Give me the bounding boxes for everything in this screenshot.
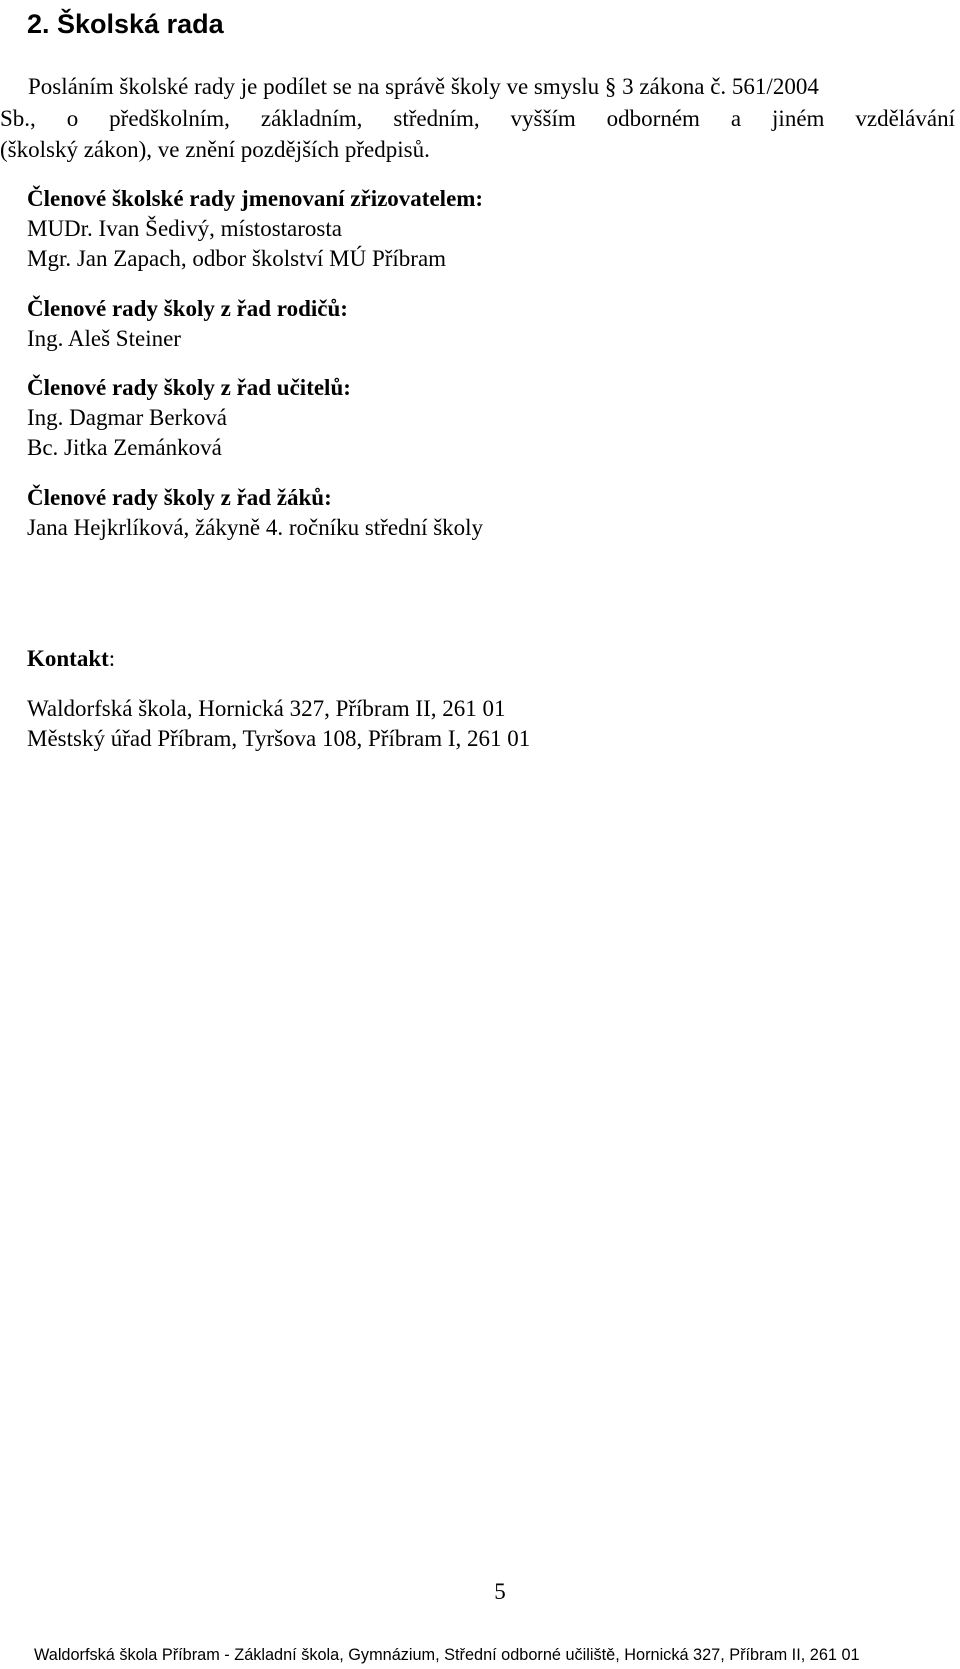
page-number: 5 [494,1579,506,1604]
founder-members-title: Členové školské rady jmenovaní zřizovatelem: [27,186,484,211]
parents-members-title: Členové rady školy z řad rodičů: [27,296,348,321]
founder-member: Mgr. Jan Zapach, odbor školství MÚ Příbram [27,246,447,271]
contact-heading [27,643,115,674]
parents-member: Ing. Aleš Steiner [27,326,181,351]
teachers-member: Bc. Jitka Zemánková [27,435,222,460]
teachers-member: Ing. Dagmar Berková [27,405,227,430]
intro-paragraph [0,71,955,166]
intro-line-1: Posláním školské rady je podílet se na správě školy ve smyslu § 3 zákona č. 561/2004 [28,74,819,99]
intro-line-2: Sb., o předškolním, základním, středním, vyšším odborném a jiném vzdělávání [0,105,955,131]
students-member: Jana Hejkrlíková, žákyně 4. ročníku střední školy [27,515,484,540]
page-footer: Waldorfská škola Příbram - Základní škola, Gymnázium, Střední odborné učiliště, Hornická 327, Příbram II, 261 01 [34,1646,860,1664]
teachers-members-title: Členové rady školy z řad učitelů: [27,375,351,400]
founder-member: MUDr. Ivan Šedivý, místostarosta [27,216,342,241]
contact-address: Městský úřad Příbram, Tyršova 108, Příbram I, 261 01 [27,726,531,751]
section-heading: 2. Školská rada [27,9,224,39]
contact-colon: : [108,646,116,671]
students-members-title: Členové rady školy z řad žáků: [27,485,332,510]
intro-line-3: (školský zákon), ve znění pozdějších předpisů. [0,137,430,162]
contact-address: Waldorfská škola, Hornická 327, Příbram II, 261 01 [27,696,506,721]
contact-label: Kontakt [27,646,109,671]
